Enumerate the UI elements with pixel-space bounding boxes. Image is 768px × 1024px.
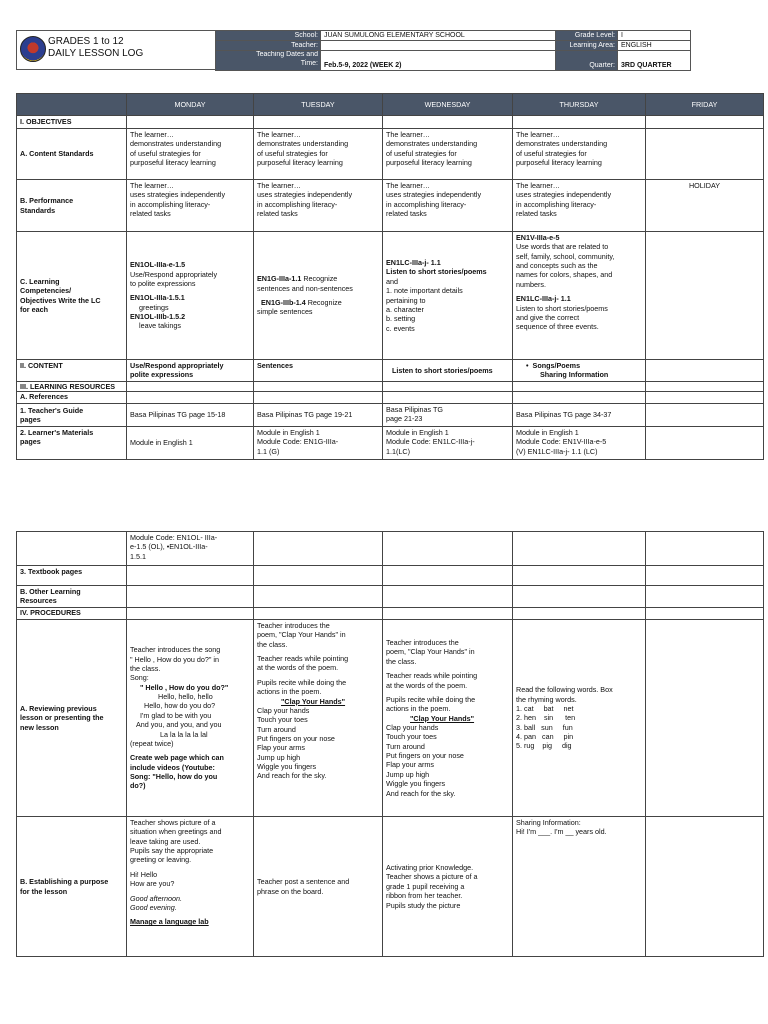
- a-line: actions in the poem.: [257, 687, 322, 697]
- lc-text: pertaining to: [386, 295, 426, 305]
- lc-code: EN1OL-IIIb-1.5.2: [130, 312, 186, 322]
- lc-text: b. setting: [386, 314, 416, 324]
- cs-line: The learner…: [257, 130, 301, 139]
- lm-line: Module Code: EN1OL- IIIa-: [130, 533, 218, 542]
- a-line: the class.: [386, 656, 417, 666]
- cs-line: purposeful literacy learning: [130, 158, 216, 168]
- lc-text: simple sentences: [257, 307, 313, 317]
- rhyme-row: 5. rug pig dig: [516, 741, 572, 751]
- lm-line: Module in English 1: [516, 428, 579, 438]
- cs-line: The learner…: [386, 130, 430, 139]
- poem-title: "Clap Your Hands": [410, 713, 475, 723]
- reviewing-lesson-thu: [513, 620, 646, 817]
- b-label-line: for the lesson: [20, 886, 68, 896]
- lm-cont-label: [17, 532, 127, 566]
- performance-standards-tue: [254, 180, 383, 232]
- poem-line: Put fingers on your nose: [257, 733, 335, 743]
- ps-line: in accomplishing literacy-: [257, 199, 338, 209]
- lc-text: Listen to short stories/poems: [516, 303, 608, 313]
- a-line: (repeat twice): [130, 738, 174, 748]
- content-line: Use/Respond appropriately: [130, 361, 224, 370]
- b-line: Activating prior Knowledge.: [386, 863, 474, 873]
- learners-materials-label: [17, 427, 127, 460]
- lc-text: numbers.: [516, 279, 546, 289]
- web-line: Create web page which can: [130, 753, 224, 763]
- a-line: poem, "Clap Your Hands" in: [386, 647, 475, 657]
- learners-materials-mon-cont: [127, 532, 254, 566]
- corner-cell: [17, 94, 127, 116]
- lc-code: EN1V-IIIa-e-5: [516, 233, 560, 242]
- day-header-monday: MONDAY: [127, 94, 254, 116]
- other-label-line: B. Other Learning: [20, 587, 81, 596]
- lc-text: Recognize: [305, 298, 342, 307]
- establishing-purpose-wed: [383, 817, 513, 957]
- poem-line: Turn around: [386, 741, 425, 751]
- b-line: Sharing Information:: [516, 818, 581, 827]
- establishing-purpose-mon: [127, 817, 254, 957]
- content-line: polite expressions: [130, 370, 194, 380]
- document-title: [48, 36, 143, 60]
- ps-line: related tasks: [257, 209, 298, 219]
- learners-materials-mon: Module in English 1: [127, 427, 254, 460]
- lc-title: Listen to short stories/poems: [386, 267, 487, 277]
- learning-competencies-label: [17, 232, 127, 360]
- poem-line: Flap your arms: [257, 743, 305, 753]
- poem-title: "Clap Your Hands": [281, 696, 346, 706]
- a-line: poem, "Clap Your Hands" in: [257, 630, 346, 640]
- rhyme-row: 4. pan can pin: [516, 732, 574, 742]
- lyric: I'm glad to be with you: [140, 710, 212, 720]
- lm-label-line: pages: [20, 437, 41, 447]
- quarter-value: 3RD QUARTER: [618, 51, 691, 71]
- cs-line: of useful strategies for: [257, 148, 328, 158]
- lc-label-line: C. Learning: [20, 276, 60, 286]
- learners-materials-tue: [254, 427, 383, 460]
- b-line: Teacher shows a picture of a: [386, 872, 478, 882]
- lyric: Hello, hello, hello: [158, 692, 213, 702]
- lc-text: sentences and non-sentences: [257, 283, 353, 293]
- content-thu: [513, 360, 646, 382]
- title-line-2: DAILY LESSON LOG: [48, 48, 144, 59]
- poem-line: Jump up high: [386, 769, 430, 779]
- a-line: Teacher introduces the: [386, 638, 459, 648]
- learning-resources-heading: III. LEARNING RESOURCES: [17, 381, 127, 391]
- learning-competencies-fri: [646, 232, 764, 360]
- lm-line: Module in English 1: [257, 428, 320, 438]
- cs-line: of useful strategies for: [516, 148, 587, 158]
- poem-line: Touch your toes: [257, 715, 308, 725]
- content-standards-fri: [646, 129, 764, 180]
- lc-text: Recognize: [301, 274, 338, 284]
- establishing-purpose-tue: [254, 817, 383, 957]
- content-mon: [127, 360, 254, 382]
- content-line: Sharing Information: [540, 370, 609, 380]
- lc-code: EN1G-IIIa-1.1: [257, 274, 302, 284]
- ps-label-line: B. Performance: [20, 196, 74, 206]
- references-heading: A. References: [17, 392, 127, 404]
- ps-line: uses strategies independently: [130, 190, 226, 200]
- day-header-thursday: THURSDAY: [513, 94, 646, 116]
- learners-materials-thu: [513, 427, 646, 460]
- objectives-heading: I. OBJECTIVES: [17, 116, 127, 129]
- grade-label: Grade Level:: [556, 31, 618, 41]
- lc-text: a. character: [386, 304, 424, 314]
- ps-label-line: Standards: [20, 205, 56, 215]
- learning-competencies-tue: [254, 232, 383, 360]
- b-line: Hi! I'm ___. I'm __ years old.: [516, 827, 607, 837]
- tg-label-line: pages: [20, 415, 41, 425]
- learning-competencies-thu: [513, 232, 646, 360]
- a-line: Teacher introduces the: [257, 621, 330, 630]
- dates-value: Feb.5-9, 2022 (WEEK 2): [321, 51, 556, 71]
- lc-text: sequence of three events.: [516, 322, 599, 332]
- ps-line: related tasks: [130, 209, 171, 219]
- tg-label-line: 1. Teacher's Guide: [20, 405, 84, 415]
- grade-value: I: [618, 31, 691, 41]
- a-line: at the words of the poem.: [257, 663, 339, 673]
- b-line: How are you?: [130, 879, 175, 889]
- area-value: ENGLISH: [618, 41, 691, 51]
- day-header-friday: FRIDAY: [646, 94, 764, 116]
- cs-line: demonstrates understanding: [130, 139, 222, 149]
- ps-line: The learner…: [516, 181, 560, 190]
- poem-line: Touch your toes: [386, 732, 437, 742]
- a-line: Teacher reads while pointing: [386, 671, 478, 681]
- textbook-pages-label: 3. Textbook pages: [17, 566, 127, 586]
- cs-line: demonstrates understanding: [257, 139, 349, 149]
- dates-label-1: Teaching Dates and: [256, 51, 318, 59]
- lc-text: greetings: [139, 302, 169, 312]
- lm-line: 1.1 (G): [257, 446, 280, 456]
- teachers-guide-wed: [383, 404, 513, 427]
- poem-line: Wiggle you fingers: [386, 779, 446, 789]
- procedures-heading: IV. PROCEDURES: [17, 608, 127, 620]
- day-header-tuesday: TUESDAY: [254, 94, 383, 116]
- lc-text: to polite expressions: [130, 278, 196, 288]
- a-line: the class.: [257, 639, 288, 649]
- b-line: phrase on the board.: [257, 886, 324, 896]
- cs-line: demonstrates understanding: [516, 139, 608, 149]
- teachers-guide-thu: Basa Pilipinas TG page 34-37: [513, 404, 646, 427]
- area-label: Learning Area:: [556, 41, 618, 51]
- lc-code: EN1OL-IIIa-1.5.1: [130, 293, 185, 303]
- ps-line: in accomplishing literacy-: [386, 199, 467, 209]
- ps-line: in accomplishing literacy-: [516, 199, 597, 209]
- song-title: " Hello , How do you do?": [140, 682, 229, 692]
- learners-materials-wed: [383, 427, 513, 460]
- b-line: Teacher shows picture of a: [130, 818, 216, 827]
- teachers-guide-label: [17, 404, 127, 427]
- header-info-table: [215, 30, 691, 71]
- content-standards-wed: [383, 129, 513, 180]
- learners-materials-fri: [646, 427, 764, 460]
- poem-line: Turn around: [257, 724, 296, 734]
- lc-text: 1. note important details: [386, 286, 463, 296]
- teacher-label: Teacher:: [216, 41, 321, 51]
- performance-standards-thu: [513, 180, 646, 232]
- establishing-purpose-fri: [646, 817, 764, 957]
- lc-text: names for colors, shapes, and: [516, 270, 613, 280]
- b-label-line: B. Establishing a purpose: [20, 877, 109, 887]
- lyric: Hello, how do you do?: [144, 701, 216, 711]
- poem-line: Wiggle you fingers: [257, 762, 317, 772]
- bullet: •: [526, 361, 529, 370]
- reviewing-lesson-tue: [254, 620, 383, 817]
- reviewing-lesson-label: [17, 620, 127, 817]
- web-line: do?): [130, 781, 146, 791]
- b-line: greeting or leaving.: [130, 855, 192, 865]
- poem-line: Flap your arms: [386, 760, 434, 770]
- performance-standards-wed: [383, 180, 513, 232]
- ps-line: uses strategies independently: [516, 190, 612, 200]
- cs-line: of useful strategies for: [130, 148, 201, 158]
- a-line: actions in the poem.: [386, 704, 451, 714]
- ps-line: related tasks: [386, 209, 427, 219]
- lm-line: Module Code: EN1V-IIIa-e-5: [516, 437, 607, 447]
- lesson-log-table-2: [16, 531, 764, 957]
- lc-code: EN1G-IIIb-1.4: [261, 298, 306, 307]
- lc-text: and: [386, 276, 398, 286]
- lm-label-line: 2. Learner's Materials: [20, 428, 94, 438]
- b-line: Teacher post a sentence and: [257, 877, 350, 887]
- a-line: at the words of the poem.: [386, 680, 468, 690]
- poem-line: And reach for the sky.: [257, 771, 327, 781]
- rhyme-row: 3. ball sun fun: [516, 722, 573, 732]
- learning-competencies-mon: [127, 232, 254, 360]
- ps-line: The learner…: [386, 181, 430, 190]
- school-label: School:: [216, 31, 321, 41]
- a-line: " Hello , How do you do?" in: [130, 654, 220, 664]
- tg-line: Basa Pilipinas TG: [386, 405, 443, 415]
- learning-competencies-wed: [383, 232, 513, 360]
- a-line: Song:: [130, 673, 149, 683]
- ps-line: The learner…: [130, 181, 174, 190]
- lc-text: leave takings: [139, 321, 181, 331]
- establishing-purpose-thu: [513, 817, 646, 957]
- establishing-purpose-label: [17, 817, 127, 957]
- performance-standards-mon: [127, 180, 254, 232]
- lc-text: Use words that are related to: [516, 242, 609, 252]
- poem-line: And reach for the sky.: [386, 788, 456, 798]
- cs-line: The learner…: [516, 130, 560, 139]
- b-line: leave taking are used.: [130, 836, 201, 846]
- content-standards-thu: [513, 129, 646, 180]
- content-standards-mon: [127, 129, 254, 180]
- content-wed: [383, 360, 513, 382]
- language-lab-note: Manage a language lab: [130, 917, 209, 927]
- lc-text: and give the correct: [516, 312, 580, 322]
- content-fri: [646, 360, 764, 382]
- deped-seal-icon: [20, 36, 46, 62]
- school-value: JUAN SUMULONG ELEMENTARY SCHOOL: [321, 31, 556, 41]
- b-line: Pupils say the appropriate: [130, 846, 214, 856]
- ps-line: The learner…: [257, 181, 301, 190]
- content-tue: Sentences: [254, 360, 383, 382]
- lc-text: c. events: [386, 323, 415, 333]
- lc-code: EN1OL-IIIa-e-1.5: [130, 260, 186, 270]
- web-line: Song: "Hello, how do you: [130, 771, 218, 781]
- lm-line: e-1.5 (OL), •EN1OL-IIIa-: [130, 542, 208, 552]
- web-line: include videos (Youtube:: [130, 762, 215, 772]
- ps-line: in accomplishing literacy-: [130, 199, 211, 209]
- a-line: the rhyming words.: [516, 694, 577, 704]
- lc-label-line: for each: [20, 304, 48, 314]
- cs-line: The learner…: [130, 130, 174, 139]
- teachers-guide-mon: Basa Pilipinas TG page 15-18: [127, 404, 254, 427]
- ps-line: uses strategies independently: [257, 190, 353, 200]
- content-heading: II. CONTENT: [17, 360, 127, 382]
- lm-line: Module Code: EN1G-IIIa-: [257, 437, 339, 447]
- lesson-log-table-1: [16, 93, 764, 460]
- poem-line: Put fingers on your nose: [386, 751, 464, 761]
- poem-line: Clap your hands: [386, 723, 439, 732]
- b-line: Good evening.: [130, 902, 177, 912]
- quarter-label: Quarter:: [556, 51, 618, 71]
- lm-line: (V) EN1LC-IIIa-j- 1.1 (LC): [516, 446, 598, 456]
- day-header-wednesday: WEDNESDAY: [383, 94, 513, 116]
- other-label-line: Resources: [20, 596, 57, 606]
- lc-text: Use/Respond appropriately: [130, 269, 218, 279]
- title-line-1: GRADES 1 to 12: [48, 36, 124, 47]
- cs-line: demonstrates understanding: [386, 139, 478, 149]
- other-resources-label: [17, 586, 127, 608]
- a-label-line: A. Reviewing previous: [20, 703, 97, 713]
- teacher-value: [321, 41, 556, 51]
- reviewing-lesson-mon: [127, 620, 254, 817]
- rhyme-row: 1. cat bat net: [516, 703, 574, 713]
- b-line: grade 1 pupil receiving a: [386, 881, 465, 891]
- poem-line: Clap your hands: [257, 705, 310, 715]
- ps-line: related tasks: [516, 209, 557, 219]
- a-line: Pupils recite while doing the: [386, 694, 476, 704]
- dates-label-2: Time:: [300, 59, 318, 67]
- reviewing-lesson-wed: [383, 620, 513, 817]
- teachers-guide-tue: Basa Pilipinas TG page 19-21: [254, 404, 383, 427]
- lc-text: and concepts such as the: [516, 261, 598, 271]
- content-line: Listen to short stories/poems: [392, 365, 493, 375]
- b-line: Hi! Hello: [130, 869, 158, 879]
- poem-line: Jump up high: [257, 752, 301, 762]
- lyric: La la la la la lal: [160, 729, 208, 739]
- cs-line: of useful strategies for: [386, 148, 457, 158]
- content-standards-tue: [254, 129, 383, 180]
- content-standards-label: A. Content Standards: [17, 129, 127, 180]
- a-line: the class.: [130, 664, 161, 674]
- b-line: Pupils study the picture: [386, 900, 461, 910]
- cs-line: purposeful literacy learning: [386, 158, 472, 168]
- a-line: Teacher reads while pointing: [257, 654, 349, 664]
- ps-line: uses strategies independently: [386, 190, 482, 200]
- tg-line: page 21-23: [386, 414, 423, 424]
- lc-text: self, family, school, community,: [516, 251, 615, 261]
- b-line: situation when greetings and: [130, 827, 222, 837]
- a-label-line: lesson or presenting the: [20, 713, 104, 723]
- holiday-cell: HOLIDAY: [646, 180, 764, 232]
- lm-line: Module Code: EN1LC-IIIa-j-: [386, 437, 475, 447]
- b-line: ribbon from her teacher.: [386, 891, 463, 901]
- lc-code: EN1LC-IIIa-j- 1.1: [516, 294, 571, 304]
- lc-label-line: Competencies/: [20, 286, 72, 296]
- rhyme-row: 2. hen sin ten: [516, 713, 576, 723]
- lc-label-line: Objectives Write the LC: [20, 295, 101, 305]
- lm-line: Module in English 1: [386, 428, 449, 438]
- a-line: Read the following words. Box: [516, 685, 613, 695]
- cs-line: purposeful literacy learning: [257, 158, 343, 168]
- performance-standards-label: [17, 180, 127, 232]
- teachers-guide-fri: [646, 404, 764, 427]
- content-line: Songs/Poems: [532, 361, 581, 370]
- lm-line: 1.5.1: [130, 551, 146, 561]
- b-line: Good afternoon.: [130, 893, 182, 903]
- cs-line: purposeful literacy learning: [516, 158, 602, 168]
- lyric: And you, and you, and you: [136, 720, 222, 730]
- a-line: Teacher introduces the song: [130, 645, 221, 655]
- reviewing-lesson-fri: [646, 620, 764, 817]
- lc-code: EN1LC-IIIa-j- 1.1: [386, 258, 441, 268]
- lm-line: 1.1(LC): [386, 446, 410, 456]
- a-line: Pupils recite while doing the: [257, 677, 347, 687]
- dates-label: [216, 51, 321, 71]
- a-label-line: new lesson: [20, 722, 59, 732]
